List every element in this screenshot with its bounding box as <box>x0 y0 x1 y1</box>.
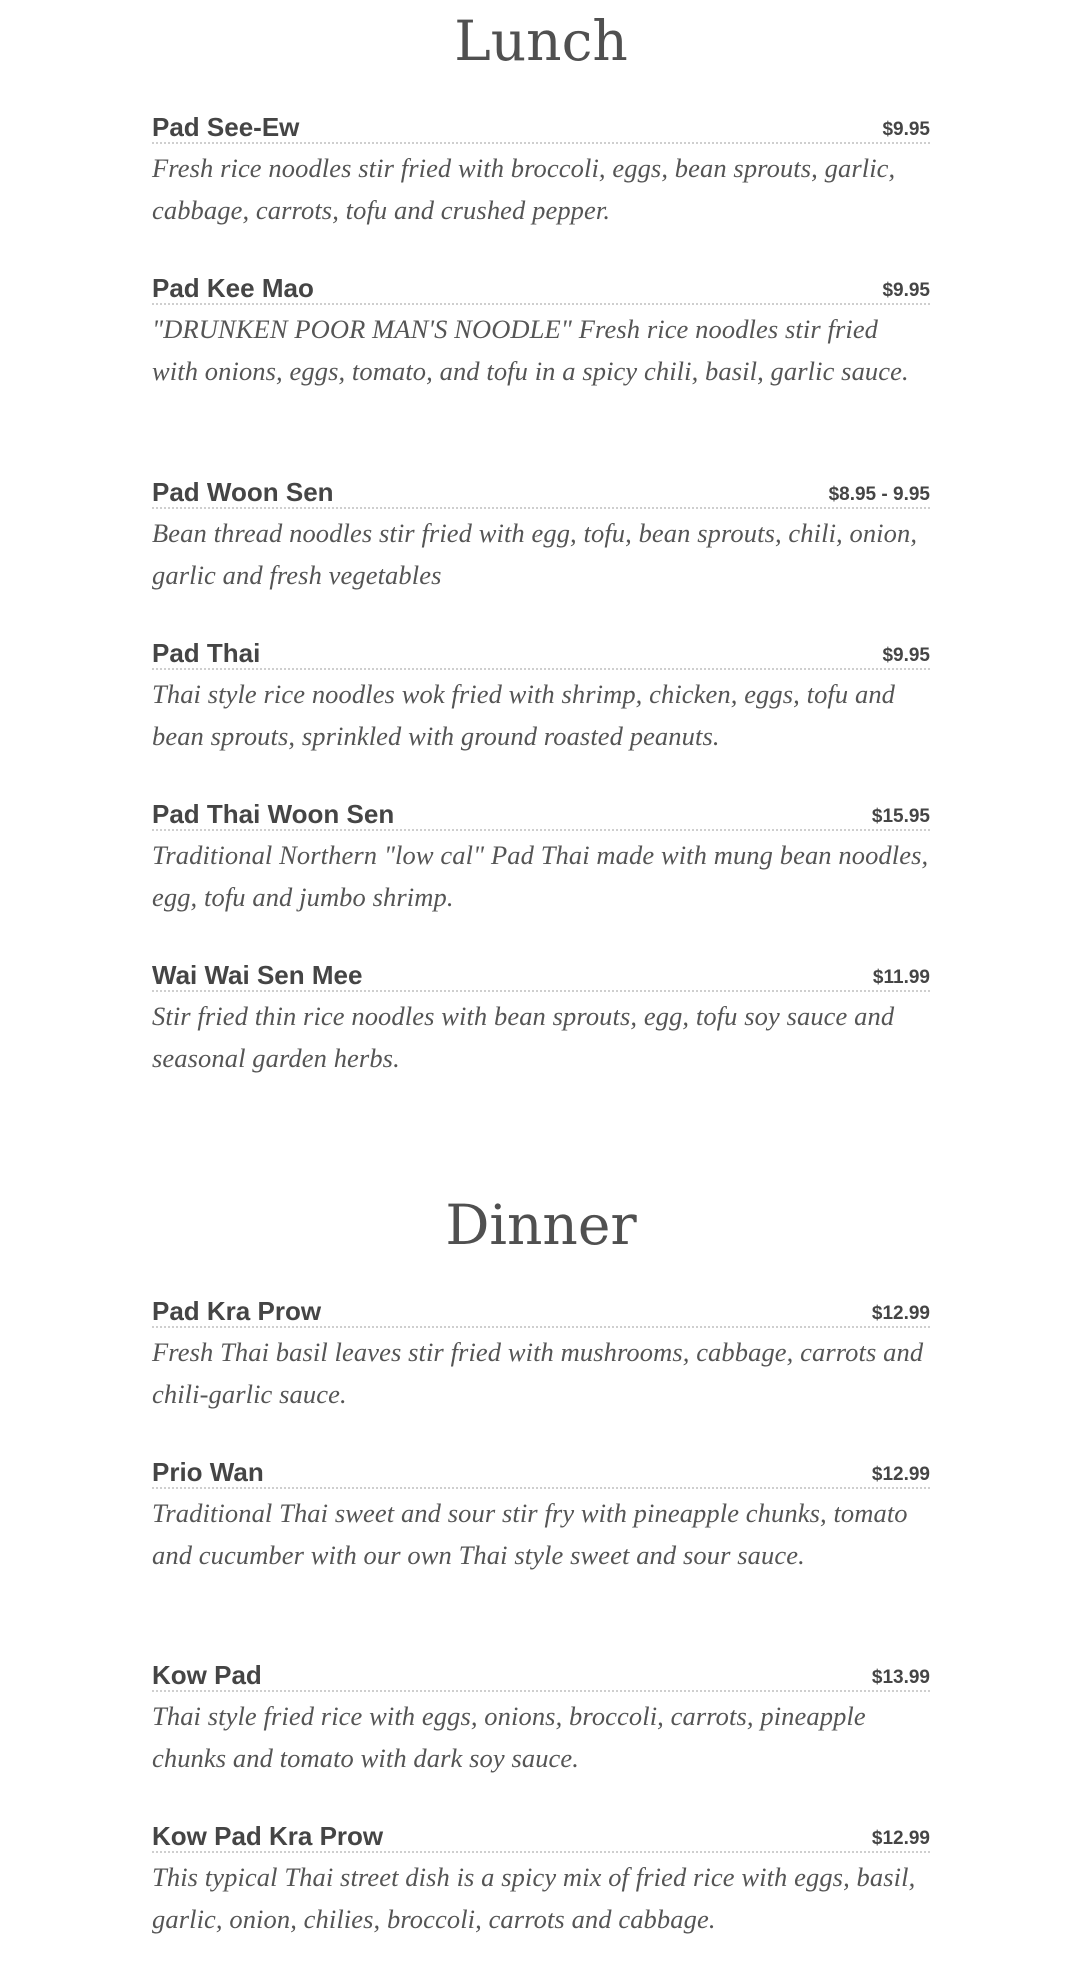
menu-item-kow-pad-kra-prow <box>152 1821 930 1940</box>
item-description: Bean thread noodles stir fried with egg, tofu, bean sprouts, chili, onion, garlic and fresh vegetables <box>152 518 918 590</box>
item-price: $8.95 - 9.95 <box>828 484 930 505</box>
item-description: Stir fried thin rice noodles with bean sprouts, egg, tofu soy sauce and seasonal garden herbs. <box>152 1001 895 1073</box>
item-price: $11.99 <box>872 967 930 988</box>
item-description: Fresh Thai basil leaves stir fried with mushrooms, cabbage, carrots and chili-garlic sauce. <box>152 1337 924 1409</box>
dinner-title: Dinner <box>445 1193 637 1257</box>
item-name: Kow Pad Kra Prow <box>152 1821 384 1851</box>
item-description: "DRUNKEN POOR MAN'S NOODLE" Fresh rice noodles stir fried with onions, eggs, tomato, and tofu in a spicy chili, basil, garlic sauce. <box>152 314 909 386</box>
item-header <box>152 1660 930 1692</box>
lunch-title: Lunch <box>454 9 628 73</box>
item-description: Thai style rice noodles wok fried with shrimp, chicken, eggs, tofu and bean sprouts, sprinkled with ground roasted peanuts. <box>152 679 896 751</box>
item-description: Fresh rice noodles stir fried with broccoli, eggs, bean sprouts, garlic, cabbage, carrots, tofu and crushed pepper. <box>152 153 896 225</box>
item-header <box>152 1296 930 1328</box>
item-description: Thai style fried rice with eggs, onions, broccoli, carrots, pineapple chunks and tomato with dark soy sauce. <box>152 1701 866 1773</box>
item-price: $12.99 <box>871 1828 930 1849</box>
item-name: Pad See-Ew <box>152 112 300 142</box>
item-price: $12.99 <box>871 1464 930 1485</box>
item-price: $9.95 <box>882 119 930 140</box>
item-description: Traditional Thai sweet and sour stir fry with pineapple chunks, tomato and cucumber with our own Thai style sweet and sour sauce. <box>152 1498 908 1570</box>
item-header <box>152 1457 930 1489</box>
item-name: Pad Thai <box>152 638 261 668</box>
item-price: $13.99 <box>871 1667 930 1688</box>
item-name: Prio Wan <box>152 1457 264 1487</box>
item-name: Pad Woon Sen <box>152 477 334 507</box>
item-price: $12.99 <box>871 1303 930 1324</box>
menu-item-kow-pad <box>152 1660 930 1779</box>
item-description: Traditional Northern "low cal" Pad Thai made with mung bean noodles, egg, tofu and jumbo shrimp. <box>152 840 929 912</box>
item-price: $9.95 <box>882 280 930 301</box>
item-name: Kow Pad <box>152 1660 262 1690</box>
item-header <box>152 1821 930 1853</box>
item-price: $15.95 <box>871 806 930 827</box>
item-name: Pad Kra Prow <box>152 1296 322 1326</box>
menu-item-pad-kra-prow <box>152 1296 930 1415</box>
item-name: Pad Kee Mao <box>152 273 314 303</box>
item-name: Pad Thai Woon Sen <box>152 799 395 829</box>
dinner-section <box>152 0 930 1962</box>
menu-item-prio-wan <box>152 1457 930 1576</box>
item-description: This typical Thai street dish is a spicy mix of fried rice with eggs, basil, garlic, onion, chilies, broccoli, carrots and cabbage. <box>152 1862 916 1934</box>
item-name: Wai Wai Sen Mee <box>152 960 363 990</box>
item-price: $9.95 <box>882 645 930 666</box>
